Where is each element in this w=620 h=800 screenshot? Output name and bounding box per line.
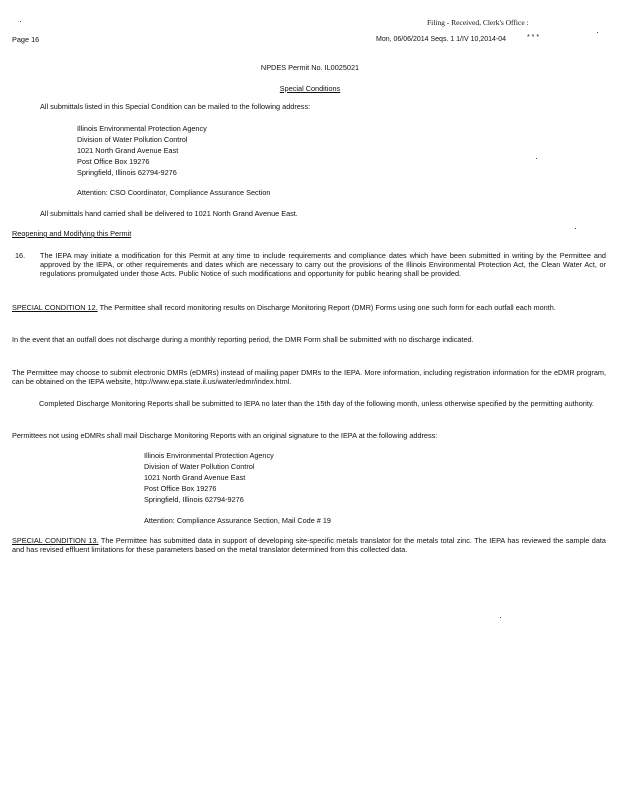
special-condition-13	[12, 536, 606, 554]
address-line: 1021 North Grand Avenue East	[77, 146, 179, 155]
address-line: 1021 North Grand Avenue East	[144, 473, 246, 482]
filing-stamp-top: Filing - Received, Clerk's Office :	[427, 18, 529, 27]
scan-speck	[536, 158, 537, 159]
mail-dmr-paragraph: Permittees not using eDMRs shall mail Discharge Monitoring Reports with an original signature to the IEPA at the following address:	[12, 431, 438, 440]
scan-speck	[575, 228, 576, 229]
condition-text: The Permittee has submitted data in support of developing site-specific metals translator for the metals total zinc. The IEPA has reviewed the sample data and has revised effluent limitations for these parameters based on the metal translator determined from this collected data.	[12, 536, 606, 554]
hand-carried-note: All submittals hand carried shall be delivered to 1021 North Grand Avenue East.	[40, 209, 298, 218]
dmr-deadline-paragraph: Completed Discharge Monitoring Reports shall be submitted to IEPA no later than the 15th day of the following month, unless otherwise specified by the permitting authority.	[39, 399, 595, 408]
address-line: Division of Water Pollution Control	[77, 135, 188, 144]
condition-label: SPECIAL CONDITION 12.	[12, 303, 98, 312]
dmr-attention: Attention: Compliance Assurance Section, Mail Code # 19	[144, 516, 331, 525]
condition-label: SPECIAL CONDITION 13.	[12, 536, 99, 545]
scan-speck	[500, 617, 501, 618]
scan-speck	[597, 32, 598, 33]
address-line: Illinois Environmental Protection Agency	[144, 451, 274, 460]
address-line: Illinois Environmental Protection Agency	[77, 124, 207, 133]
special-condition-12	[12, 303, 606, 312]
no-discharge-paragraph: In the event that an outfall does not discharge during a monthly reporting period, the DMR Form shall be submitted with no discharge indicated.	[12, 335, 474, 344]
submittals-attention: Attention: CSO Coordinator, Compliance Assurance Section	[77, 188, 271, 197]
permit-title: NPDES Permit No. IL0025021	[260, 63, 360, 72]
filing-stamp-stars: * * *	[527, 34, 540, 41]
address-line: Division of Water Pollution Control	[144, 462, 255, 471]
reopening-heading: Reopening and Modifying this Permit	[12, 229, 132, 238]
item-number: 16.	[15, 251, 26, 260]
page-number: Page 16	[12, 35, 40, 44]
condition-text: The Permittee shall record monitoring results on Discharge Monitoring Report (DMR) Forms using one such form for each outfall each month.	[97, 303, 556, 312]
section-heading: Special Conditions	[279, 84, 341, 93]
filing-stamp-bottom: Mon, 06/06/2014 Seqs. 1 1/IV 10,2014-04	[376, 36, 506, 43]
reopening-text: The IEPA may initiate a modification for this Permit at any time to include requirements and compliance dates which have been submitted in writing by the Permittee and approved by the IEPA, or other requirements and dates which are necessary to carry out the provisions of the Illinois Environmental Protection Act, the Clean Water Act, or regulations promulgated under those Acts. Public Notice of such modifications and opportunity for public hearing shall be provided.	[40, 251, 606, 278]
address-line: Springfield, Illinois 62794-9276	[144, 495, 244, 504]
address-line: Post Office Box 19276	[144, 484, 217, 493]
submittals-intro: All submittals listed in this Special Condition can be mailed to the following address:	[40, 102, 311, 111]
edmr-paragraph: The Permittee may choose to submit electronic DMRs (eDMRs) instead of mailing paper DMRs to the IEPA. More information, including registration information for the eDMR program, can be obtained on the IEPA website, http://www.epa.state.il.us/water/edmr/index.html.	[12, 368, 606, 386]
scan-speck	[20, 21, 21, 22]
address-line: Post Office Box 19276	[77, 157, 150, 166]
address-line: Springfield, Illinois 62794-9276	[77, 168, 177, 177]
